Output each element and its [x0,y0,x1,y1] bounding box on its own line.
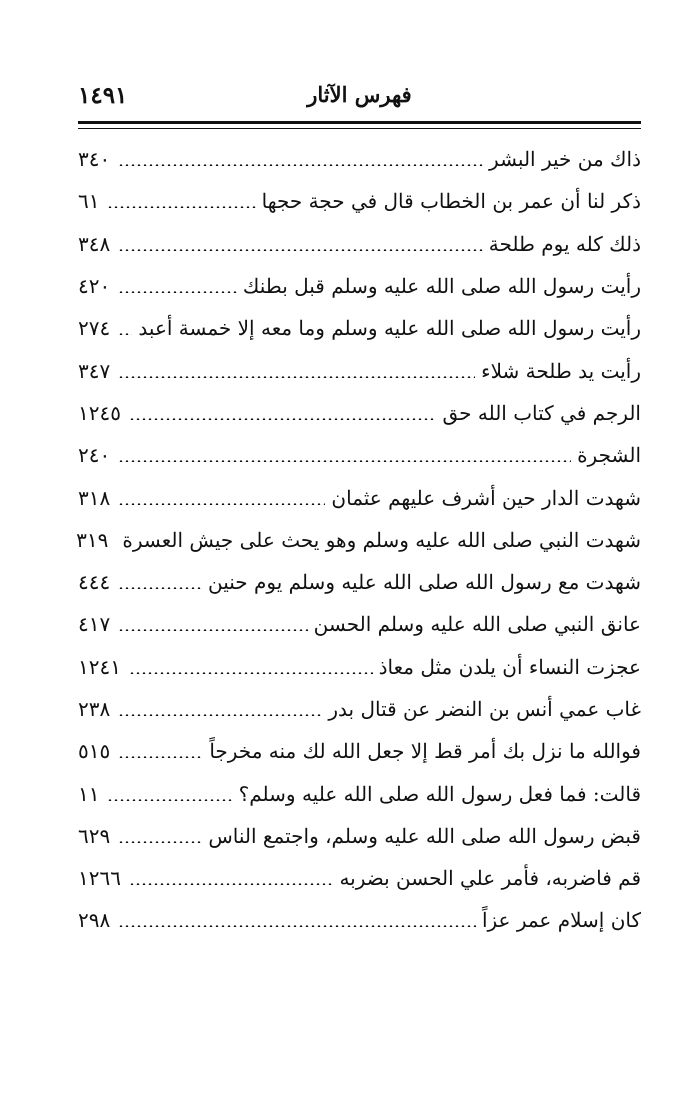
header-rule-thin [78,128,641,129]
dot-leader [129,883,333,885]
dot-leader [118,587,202,589]
dot-leader [118,460,571,462]
dot-leader [118,756,203,758]
index-entry [78,265,641,307]
entry-text: شهدت النبي صلى الله عليه وسلم وهو يحث على جيش العسرة [122,527,641,552]
entry-page-number: ٤٢٠ [78,274,111,299]
index-entry [78,307,641,349]
entry-page-number: ٣١٨ [78,485,111,510]
entry-page-number: ٤٤٤ [78,570,111,595]
entry-page-number: ٣١٩ [76,527,109,552]
index-entry [78,603,641,645]
dot-leader [118,249,483,251]
entry-text: ذلك كله يوم طلحة [488,231,641,256]
entry-text: شهدت مع رسول الله صلى الله عليه وسلم يوم حنين [207,570,641,595]
dot-leader [118,164,483,166]
entry-page-number: ٢٩٨ [78,908,111,933]
index-entry [78,899,641,941]
entry-text: قم فاضربه، فأمر علي الحسن بضربه [339,866,641,891]
index-entry [78,772,641,814]
dot-leader [118,925,476,927]
dot-leader [118,333,132,335]
entry-text: فوالله ما نزل بك أمر قط إلا جعل الله لك منه مخرجاً [209,739,641,764]
entry-text: قالت: فما فعل رسول الله صلى الله عليه وسلم؟ [238,781,641,806]
entry-page-number: ٣٤٠ [78,147,111,172]
entry-page-number: ٤١٧ [78,612,111,637]
index-entry [78,434,641,476]
page-number: ١٤٩١ [78,82,128,109]
index-entry [78,138,641,180]
entry-page-number: ٢٧٤ [78,316,111,341]
index-entry [78,561,641,603]
entry-text: رأيت رسول الله صلى الله عليه وسلم قبل بطنك [242,274,641,299]
dot-leader [107,799,232,801]
dot-leader [118,629,307,631]
entry-page-number: ١٢٦٦ [78,866,121,891]
index-entry [78,857,641,899]
dot-leader [118,376,475,378]
header-rule-thick [78,121,641,124]
entry-text: شهدت الدار حين أشرف عليهم عثمان [331,485,641,510]
entry-text: كان إسلام عمر عزاً [481,908,641,933]
entry-text: الشجرة [577,443,641,468]
page-title: فهرس الآثار [307,82,412,107]
entry-text: عجزت النساء أن يلدن مثل معاذ [378,654,641,679]
entry-text: ذكر لنا أن عمر بن الخطاب قال في حجة حجها [261,189,641,214]
dot-leader [118,714,322,716]
entry-page-number: ٢٤٠ [78,443,111,468]
index-entry [78,519,641,561]
index-entry [78,392,641,434]
dot-leader [118,841,202,843]
entry-page-number: ٣٤٨ [78,231,111,256]
entry-page-number: ٢٣٨ [78,697,111,721]
index-entry [78,349,641,391]
entry-text: رأيت يد طلحة شلاء [481,358,641,383]
dot-leader [107,206,255,208]
dot-leader [118,503,325,505]
entry-text: رأيت رسول الله صلى الله عليه وسلم وما معه إلا خمسة أعبد [138,316,641,341]
entry-page-number: ١٢٤١ [78,654,121,679]
dot-leader [129,672,373,674]
index-entry [78,180,641,222]
entry-page-number: ٣٤٧ [78,358,111,383]
entry-text: غاب عمي أنس بن النضر عن قتال بدر [328,697,641,721]
index-entry [78,688,641,730]
index-entry [78,646,641,688]
entry-page-number: ٥١٥ [78,739,111,764]
entry-page-number: ٦٢٩ [78,823,111,848]
dot-leader [118,291,237,293]
index-list [78,138,641,942]
dot-leader [129,418,436,420]
entry-text: عانق النبي صلى الله عليه وسلم الحسن [313,612,641,637]
entry-text: ذاك من خير البشر [489,147,641,172]
index-entry [78,730,641,772]
page-header [78,80,641,120]
entry-page-number: ١٢٤٥ [78,400,121,425]
index-entry [78,476,641,518]
entry-page-number: ١١ [78,781,100,806]
entry-page-number: ٦١ [78,189,100,214]
entry-text: الرجم في كتاب الله حق [442,400,641,425]
index-entry [78,223,641,265]
entry-text: قبض رسول الله صلى الله عليه وسلم، واجتمع الناس [208,823,641,848]
index-entry [78,815,641,857]
